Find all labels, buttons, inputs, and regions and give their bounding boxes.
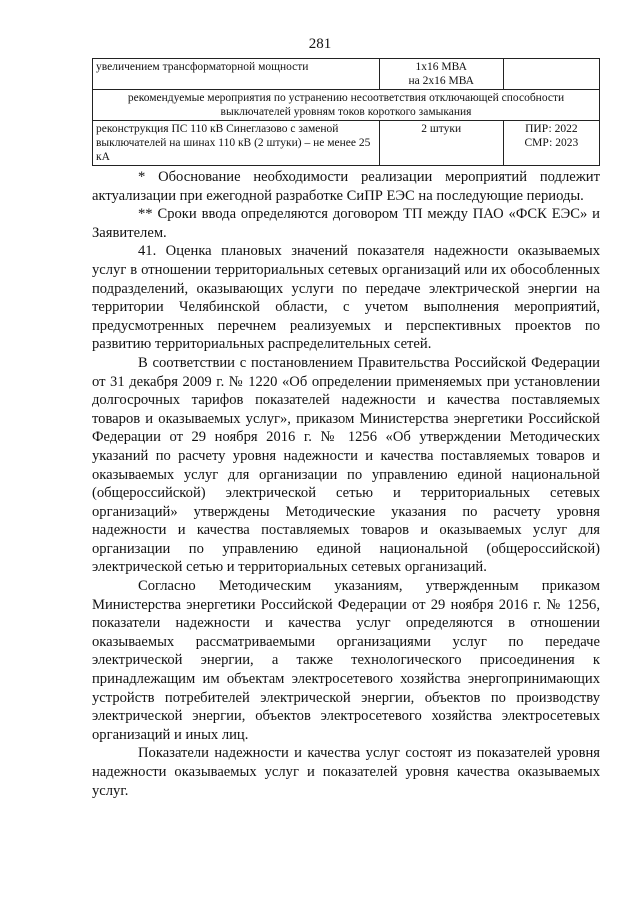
- date-pir: ПИР: 2022: [525, 123, 578, 135]
- table-row: [93, 121, 600, 166]
- page-number: 281: [308, 36, 332, 52]
- measures-table: [92, 58, 600, 166]
- table-cell-measure: увеличением трансформаторной мощности: [93, 59, 380, 90]
- table-row: [93, 90, 600, 121]
- table-cell-dates: [503, 59, 599, 90]
- paragraph-legal-basis: В соответствии с постановлением Правительства Российской Федерации от 31 декабря 2009 г. № 1220 «Об определении применяемых при установлении долгосрочных тарифов показателей надежности и качества поставляемых товаров и оказываемых услуг», приказом Министерства энергетики Российской Федерации от 29 ноября 2016 г. № 1256 «Об утверждении Методических указаний по расчету уровня надежности и качества поставляемых товаров и оказываемых услуг для организации по управлению единой национальной (общероссийской) электрической сетью и территориальных сетевых организаций» утверждены Методические указания по расчету уровня надежности и качества поставляемых товаров и оказываемых услуг для организации по управлению единой национальной (общероссийской) электрической сетью и территориальных сетевых организаций.: [92, 354, 600, 576]
- paragraph-indicators: Показатели надежности и качества услуг состоят из показателей уровня надежности оказываемых услуг и показателей уровня качества оказываемых услуг.: [92, 745, 600, 799]
- quantity-line: на 2х16 МВА: [408, 75, 474, 87]
- date-smr: СМР: 2023: [524, 137, 579, 149]
- table-cell-quantity: 2 штуки: [379, 121, 503, 166]
- paragraph-methodology: Согласно Методическим указаниям, утвержденным приказом Министерства энергетики Российской Федерации от 29 ноября 2016 г. № 1256, показатели надежности и качества услуг определяются в отношении оказываемых рассматриваемыми организациями услуг по передаче электрической энергии, а также технологического присоединения к принадлежащим им объектам электросетевого хозяйства энергопринимающих устройств потребителей электрической энергии, объектов по производству электрической энергии, объектов электросетевого хозяйства электросетевых организаций и иных лиц.: [92, 578, 600, 743]
- footnote-2: ** Сроки ввода определяются договором ТП между ПАО «ФСК ЕЭС» и Заявителем.: [92, 206, 600, 241]
- table-cell-measure: реконструкция ПС 110 кВ Синеглазово с заменой выключателей на шинах 110 кВ (2 штуки) – не менее 25 кА: [93, 121, 380, 166]
- footnote-1: * Обоснование необходимости реализации мероприятий подлежит актуализации при ежегодной разработке СиПР ЕЭС на последующие периоды.: [92, 169, 600, 204]
- body-text: [92, 168, 600, 800]
- quantity-line: 1х16 МВА: [415, 61, 467, 73]
- table-row: [93, 59, 600, 90]
- table-cell-dates: [503, 121, 599, 166]
- paragraph-41: 41. Оценка плановых значений показателя надежности оказываемых услуг в отношении территориальных сетевых организаций или их обособленных подразделений, оказывающих услуги по передаче электрической энергии на территории Челябинской области, с учетом выполнения мероприятий, предусмотренных перечнем реализуемых и перспективных проектов по развитию территориальных распределительных сетей.: [92, 243, 600, 353]
- table-cell-quantity: [379, 59, 503, 90]
- table-section-header: рекомендуемые мероприятия по устранению несоответствия отключающей способности выключателей уровням токов короткого замыкания: [93, 90, 600, 121]
